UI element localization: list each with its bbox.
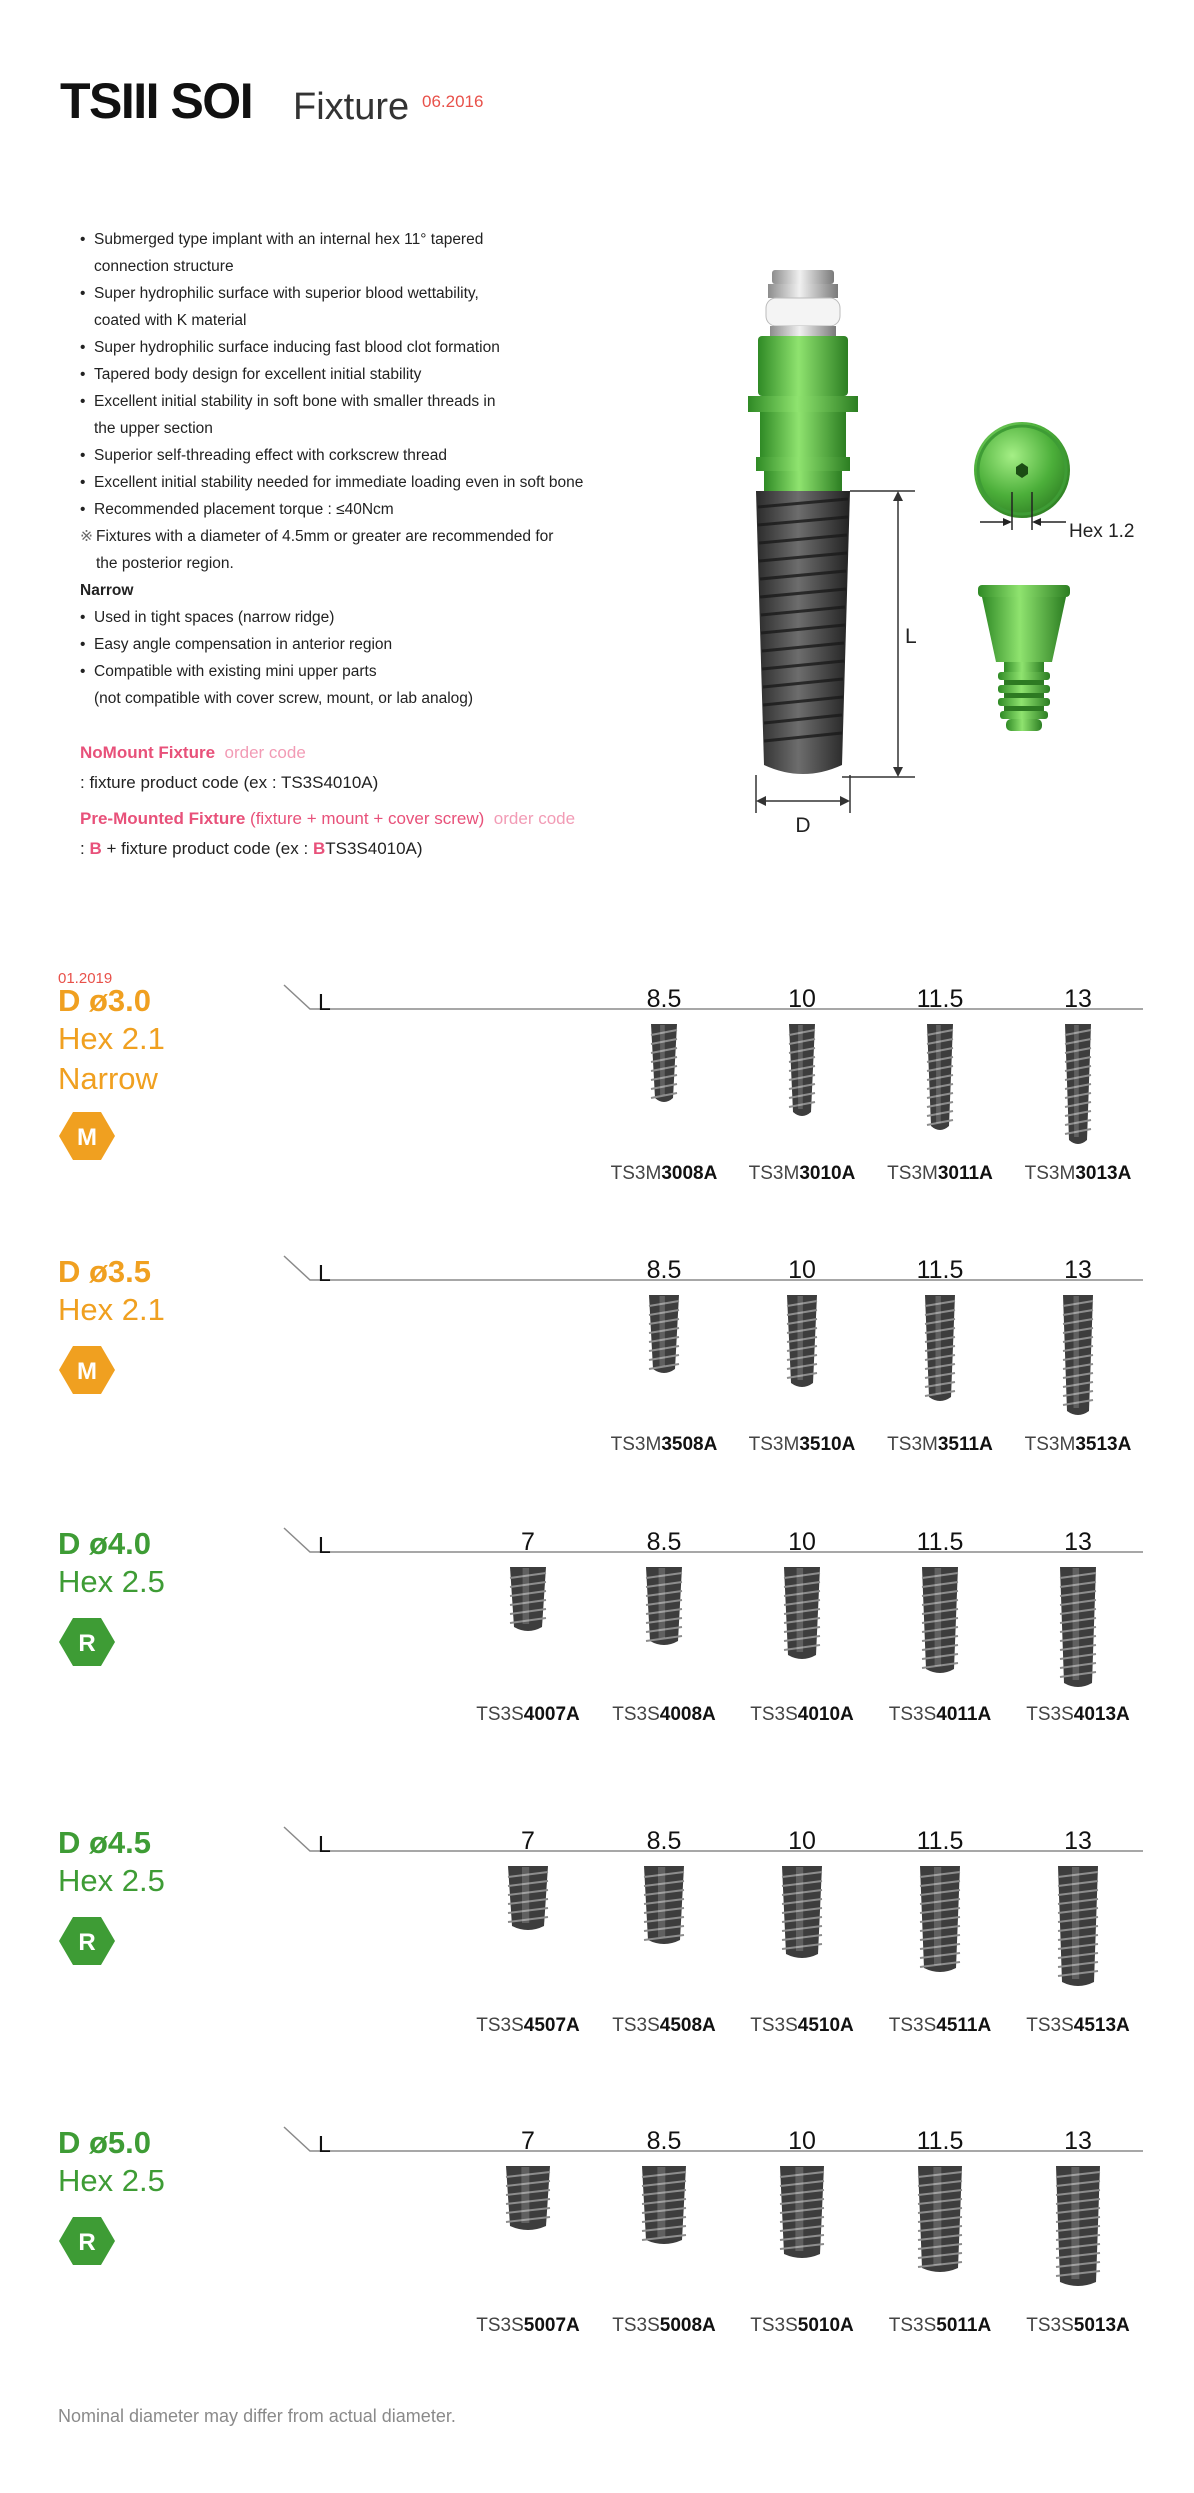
product-code-prefix: TS3S: [888, 2315, 937, 2336]
product-code-prefix: TS3S: [476, 2015, 524, 2036]
section-hex: Hex 2.1: [58, 1021, 165, 1056]
implant-thumbnail: [1054, 2164, 1102, 2290]
cover-screw-head: [982, 597, 1066, 662]
product-code-prefix: TS3S: [476, 1704, 524, 1725]
product-code-prefix: TS3S: [1026, 2315, 1074, 2336]
badge-letter: R: [78, 1630, 96, 1657]
product-code: [1003, 2315, 1153, 2337]
implant-thumbnail: [1063, 1022, 1093, 1148]
length-label: 10: [788, 1528, 816, 1556]
product-code-prefix: TS3M: [887, 1434, 938, 1455]
product-code-prefix: TS3M: [610, 1434, 662, 1455]
product-code: [1003, 2015, 1153, 2037]
length-label: 7: [521, 1528, 535, 1556]
cover-screw-thread: [998, 672, 1050, 731]
mount-flange: [748, 396, 858, 412]
size-badge: [58, 2215, 116, 2267]
feature-line: • Submerged type implant with an internal hex 11° tapered: [80, 231, 484, 248]
nomount-desc: : fixture product code (ex : TS3S4010A): [80, 773, 379, 792]
product-code-suffix: 5011A: [936, 2315, 992, 2336]
product-code-prefix: TS3M: [887, 1163, 938, 1184]
product-code-prefix: TS3S: [888, 1704, 937, 1725]
badge-letter: M: [77, 1124, 97, 1151]
narrow-item: • Compatible with existing mini upper parts: [80, 663, 377, 680]
page-title: TSIII SOI: [60, 73, 253, 129]
implant-thumbnail: [1058, 1565, 1098, 1691]
product-code: [865, 2015, 1015, 2037]
size-badge: [58, 1616, 116, 1668]
narrow-item: • Easy angle compensation in anterior region: [80, 636, 393, 653]
implant-thumbnail: [787, 1022, 817, 1120]
product-code: [453, 2015, 603, 2037]
product-code: [453, 1704, 603, 1726]
implant-thumbnail: [1061, 1293, 1095, 1419]
product-code-suffix: 4007A: [523, 1704, 580, 1725]
product-code: [589, 2015, 739, 2037]
implant-thumbnail: [642, 1864, 686, 1948]
product-code-suffix: 3013A: [1075, 1163, 1132, 1184]
product-code-prefix: TS3S: [888, 2015, 937, 2036]
feature-line: • Super hydrophilic surface inducing fast blood clot formation: [80, 339, 500, 356]
mount-lower: [756, 457, 850, 471]
product-code-suffix: 3008A: [661, 1163, 718, 1184]
feature-line: • Excellent initial stability needed for immediate loading even in soft bone: [80, 474, 584, 491]
size-badge: [58, 1915, 116, 1967]
length-label: 13: [1064, 1256, 1092, 1284]
product-code: [727, 2015, 877, 2037]
product-code: [727, 1163, 877, 1185]
implant-thumbnail: [508, 1565, 548, 1635]
implant-thumbnail: [780, 1864, 824, 1962]
feature-note: ※ Fixtures with a diameter of 4.5mm or greater are recommended for: [80, 528, 554, 545]
product-code-suffix: 3010A: [799, 1163, 856, 1184]
product-code-prefix: TS3M: [748, 1434, 800, 1455]
product-code-suffix: 4507A: [523, 2015, 580, 2036]
product-code: [1003, 1434, 1153, 1456]
length-label: 7: [521, 2127, 535, 2155]
product-code-suffix: 3513A: [1075, 1434, 1132, 1455]
implant-thumbnail: [785, 1293, 819, 1391]
product-code: [865, 2315, 1015, 2337]
product-code-suffix: 3511A: [937, 1434, 993, 1455]
product-code: [453, 2315, 603, 2337]
implant-thumbnail: [782, 1565, 822, 1663]
length-label: 13: [1064, 985, 1092, 1013]
implant-thumbnail: [920, 1565, 960, 1677]
product-code: [589, 2315, 739, 2337]
length-label: 10: [788, 1256, 816, 1284]
feature-note: the posterior region.: [96, 555, 234, 572]
length-label: 13: [1064, 2127, 1092, 2155]
length-column-label: L: [318, 1831, 331, 1857]
product-code-suffix: 3011A: [937, 1163, 993, 1184]
feature-line: coated with K material: [94, 312, 247, 329]
product-code-prefix: TS3S: [1026, 1704, 1074, 1725]
diameter-label: D: [795, 814, 811, 835]
mount-lower: [760, 412, 846, 457]
page-date: 06.2016: [422, 92, 484, 111]
length-label: 8.5: [646, 1256, 682, 1284]
badge-letter: R: [78, 2229, 96, 2256]
length-label: L: [905, 625, 917, 648]
implant-thumbnail: [916, 2164, 964, 2276]
implant-thumbnail: [778, 2164, 826, 2262]
mount-body: [758, 336, 848, 396]
feature-line: connection structure: [94, 258, 234, 275]
length-label: 11.5: [916, 1528, 964, 1556]
implant-thumbnail: [640, 2164, 688, 2248]
product-code-prefix: TS3M: [1024, 1434, 1076, 1455]
length-column-label: L: [318, 2131, 331, 2157]
product-code-suffix: 4013A: [1073, 1704, 1130, 1725]
section-extra: Narrow: [58, 1061, 158, 1096]
feature-line: • Superior self-threading effect with corkscrew thread: [80, 447, 447, 464]
product-code: [865, 1704, 1015, 1726]
product-code-prefix: TS3S: [612, 1704, 660, 1725]
section-hex: Hex 2.5: [58, 1863, 165, 1898]
product-code: [727, 1704, 877, 1726]
premount-desc: : B + fixture product code (ex : BTS3S4010A): [80, 839, 423, 858]
product-code: [589, 1434, 739, 1456]
length-label: 11.5: [916, 2127, 964, 2155]
product-code-prefix: TS3M: [748, 1163, 800, 1184]
implant-thumbnail: [925, 1022, 955, 1134]
length-column-label: L: [318, 1532, 331, 1558]
section-date: 01.2019: [58, 970, 113, 987]
mount-ring: [766, 298, 840, 326]
product-code: [727, 2315, 877, 2337]
narrow-item: • Used in tight spaces (narrow ridge): [80, 609, 335, 626]
length-label: 7: [521, 1827, 535, 1855]
length-label: 13: [1064, 1528, 1092, 1556]
product-code-suffix: 4508A: [659, 2015, 716, 2036]
product-code: [865, 1434, 1015, 1456]
implant-thumbnail: [504, 2164, 552, 2234]
feature-line: the upper section: [94, 420, 213, 437]
product-code-prefix: TS3S: [476, 2315, 524, 2336]
length-label: 11.5: [916, 1256, 964, 1284]
length-label: 8.5: [646, 985, 682, 1013]
product-code: [589, 1704, 739, 1726]
implant-thumbnail: [647, 1293, 681, 1377]
feature-line: • Recommended placement torque : ≤40Ncm: [80, 501, 394, 518]
hex-label: Hex 1.2: [1069, 521, 1135, 542]
mount-neck: [770, 326, 836, 336]
narrow-heading: Narrow: [80, 582, 134, 599]
section-hex: Hex 2.5: [58, 2163, 165, 2198]
implant-diagram: [730, 255, 950, 835]
product-code-prefix: TS3M: [610, 1163, 662, 1184]
product-code-prefix: TS3S: [750, 2315, 798, 2336]
implant-thumbnail: [649, 1022, 679, 1106]
badge-letter: R: [78, 1929, 96, 1956]
length-label: 11.5: [916, 1827, 964, 1855]
mount-cap: [768, 284, 838, 298]
length-label: 10: [788, 2127, 816, 2155]
product-code-suffix: 3510A: [799, 1434, 856, 1455]
narrow-item: (not compatible with cover screw, mount, or lab analog): [94, 690, 474, 707]
product-code-suffix: 4511A: [936, 2015, 992, 2036]
feature-list: [80, 226, 640, 712]
length-label: 8.5: [646, 2127, 682, 2155]
size-badge: [58, 1344, 116, 1396]
implant-thumbnail: [1056, 1864, 1100, 1990]
length-label: 11.5: [916, 985, 964, 1013]
mount-cap: [772, 270, 834, 284]
mount-lower: [764, 471, 842, 491]
product-code: [589, 1163, 739, 1185]
page-subtitle: Fixture: [293, 86, 410, 128]
cover-screw-diagram: [960, 410, 1130, 755]
badge-letter: M: [77, 1358, 97, 1385]
product-code: [1003, 1163, 1153, 1185]
feature-line: • Tapered body design for excellent initial stability: [80, 366, 422, 383]
section-diameter: D ø3.5: [58, 1254, 152, 1289]
product-code: [1003, 1704, 1153, 1726]
section-hex: Hex 2.1: [58, 1292, 165, 1327]
product-code-suffix: 5010A: [797, 2315, 854, 2336]
product-code-prefix: TS3M: [1024, 1163, 1076, 1184]
product-code-suffix: 3508A: [661, 1434, 718, 1455]
implant-thumbnail: [918, 1864, 962, 1976]
product-code-prefix: TS3S: [750, 2015, 798, 2036]
product-code-suffix: 4011A: [936, 1704, 992, 1725]
cover-screw-head: [978, 585, 1070, 597]
product-code-prefix: TS3S: [612, 2015, 660, 2036]
implant-thumbnail: [644, 1565, 684, 1649]
implant-thumbnail: [506, 1864, 550, 1934]
product-code-suffix: 5008A: [659, 2315, 716, 2336]
size-badge: [58, 1110, 116, 1162]
product-code-suffix: 4010A: [797, 1704, 854, 1725]
length-label: 10: [788, 1827, 816, 1855]
product-code-prefix: TS3S: [612, 2315, 660, 2336]
product-code-prefix: TS3S: [1026, 2015, 1074, 2036]
product-code: [727, 1434, 877, 1456]
implant-thumbnail: [923, 1293, 957, 1405]
product-code-suffix: 5013A: [1073, 2315, 1130, 2336]
premount-title: Pre-Mounted Fixture (fixture + mount + cover screw) order code: [80, 809, 576, 828]
section-diameter: D ø4.0: [58, 1526, 152, 1561]
product-code: [865, 1163, 1015, 1185]
section-diameter: D ø5.0: [58, 2125, 152, 2160]
length-label: 13: [1064, 1827, 1092, 1855]
nomount-title: NoMount Fixture order code: [80, 743, 306, 762]
section-hex: Hex 2.5: [58, 1564, 165, 1599]
length-label: 8.5: [646, 1528, 682, 1556]
product-code-suffix: 4513A: [1073, 2015, 1130, 2036]
product-code-suffix: 4008A: [659, 1704, 716, 1725]
feature-line: • Super hydrophilic surface with superior blood wettability,: [80, 285, 479, 302]
length-column-label: L: [318, 989, 331, 1015]
section-diameter: D ø3.0: [58, 983, 152, 1018]
length-label: 8.5: [646, 1827, 682, 1855]
product-code-suffix: 5007A: [523, 2315, 580, 2336]
product-code-suffix: 4510A: [797, 2015, 854, 2036]
feature-line: • Excellent initial stability in soft bone with smaller threads in: [80, 393, 496, 410]
product-code-prefix: TS3S: [750, 1704, 798, 1725]
length-column-label: L: [318, 1260, 331, 1286]
length-label: 10: [788, 985, 816, 1013]
footer-note: Nominal diameter may differ from actual diameter.: [58, 2406, 456, 2426]
section-diameter: D ø4.5: [58, 1825, 152, 1860]
